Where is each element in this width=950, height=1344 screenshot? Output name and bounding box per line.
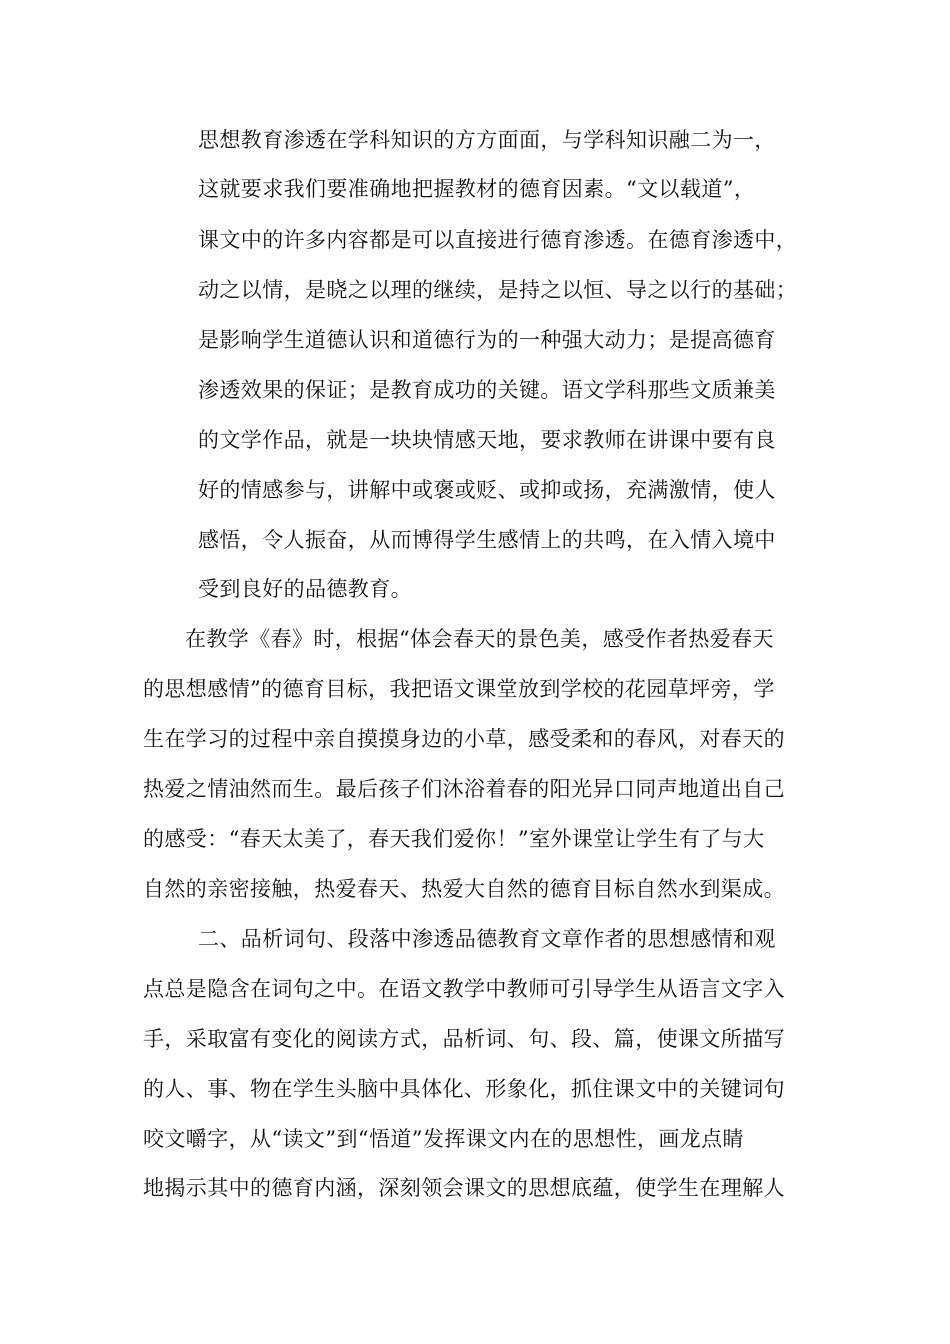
paragraph-1-line: 渗透效果的保证；是教育成功的关键。语文学科那些文质兼美 [198,378,776,402]
paragraph-1-line: 动之以情，是晓之以理的继续，是持之以恒、导之以行的基础； [198,278,798,302]
paragraph-1-line: 课文中的许多内容都是可以直接进行德育渗透。在德育渗透中， [198,228,798,252]
paragraph-3-line: 二、品析词句、段落中渗透品德教育文章作者的思想感情和观 [198,927,776,951]
paragraph-1-line: 感悟，令人振奋，从而博得学生感情上的共鸣，在入情入境中 [198,528,776,552]
paragraph-2-line: 自然的亲密接触，热爱春天、热爱大自然的德育目标自然水到渠成。 [143,877,785,901]
paragraph-2-line: 的感受：“春天太美了，春天我们爱你！”室外课堂让学生有了与大 [143,827,765,851]
paragraph-2-line: 生在学习的过程中亲自摸摸身边的小草，感受柔和的春风，对春天的 [143,727,785,751]
paragraph-1-line: 好的情感参与，讲解中或褒或贬、或抑或扬，充满激情，使人 [198,478,776,502]
paragraph-3-line: 手，采取富有变化的阅读方式，品析词、句、段、篇，使课文所描写 [143,1027,785,1051]
paragraph-2-line: 热爱之情油然而生。最后孩子们沐浴着春的阳光异口同声地道出自己 [143,777,785,801]
paragraph-2-line: 的思想感情”的德育目标，我把语文课堂放到学校的花园草坪旁，学 [143,677,775,701]
paragraph-1-line: 思想教育渗透在学科知识的方方面面，与学科知识融二为一， [198,128,776,152]
paragraph-1-line: 是影响学生道德认识和道德行为的一种强大动力；是提高德育 [198,328,776,352]
paragraph-3-line: 地揭示其中的德育内涵，深刻领会课文的思想底蕴，使学生在理解人 [143,1176,785,1200]
paragraph-1-line: 这就要求我们要准确地把握教材的德育因素。“文以载道”， [198,177,756,201]
paragraph-3-line: 咬文嚼字，从“读文”到“悟道”发挥课文内在的思想性，画龙点睛 [143,1127,744,1151]
paragraph-1-line: 受到良好的品德教育。 [198,577,412,601]
paragraph-2-line: 在教学《春》时，根据“体会春天的景色美，感受作者热爱春天 [185,627,774,651]
paragraph-3-line: 的人、事、物在学生头脑中具体化、形象化，抓住课文中的关键词句 [143,1077,785,1101]
paragraph-1-line: 的文学作品，就是一块块情感天地，要求教师在讲课中要有良 [198,428,776,452]
paragraph-3-line: 点总是隐含在词句之中。在语文教学中教师可引导学生从语言文字入 [143,977,785,1001]
